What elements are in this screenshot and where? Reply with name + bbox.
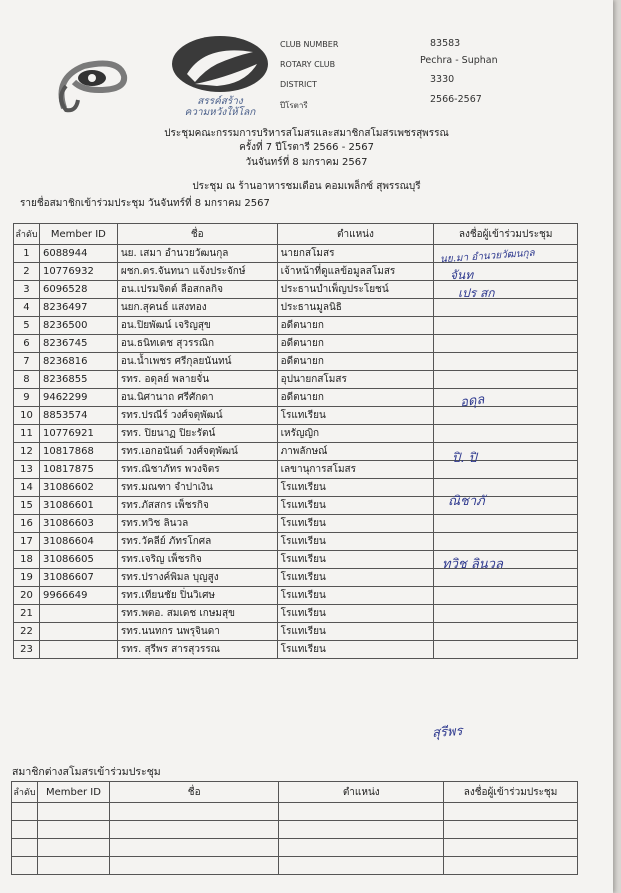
member-name: รทร.ณิชาภัทร พวงจิตร [117,461,277,479]
table-row [14,623,578,641]
member-position: โรแทเรียน [277,623,434,641]
col-header-position: ตำแหน่ง [277,224,434,245]
club-number-label: CLUB NUMBER [280,40,339,49]
member-name: รทร.นนทกร นพรุจินดา [117,623,277,641]
district-value: 3330 [430,74,455,85]
member-id: 31086605 [39,551,117,569]
attendee-list-title: รายชื่อสมาชิกเข้าร่วมประชุม วันจันทร์ที่ 8 มกราคม 2567 [20,198,270,209]
table-row [14,425,578,443]
member-position: โรแทเรียน [277,605,434,623]
district-label: DISTRICT [280,80,317,89]
col-header-signature: ลงชื่อผู้เข้าร่วมประชุม [434,224,578,245]
row-number: 20 [14,587,40,605]
row-number: 5 [14,317,40,335]
table-row [14,263,578,281]
member-position: เลขานุการสโมสร [277,461,434,479]
member-id: 10776921 [39,425,117,443]
table-row [14,587,578,605]
guest-table [11,781,578,875]
guest-section-title: สมาชิกต่างสโมสรเข้าร่วมประชุม [12,766,161,778]
member-id: 8236855 [39,371,117,389]
row-number: 17 [14,533,40,551]
row-number: 3 [14,281,40,299]
logo-tagline-line1: สรรค์สร้าง [197,96,243,107]
table-row [14,371,578,389]
member-name: รทร. สุรีพร สารสุวรรณ [117,641,277,659]
member-id: 9462299 [39,389,117,407]
signature-cell [434,389,578,407]
row-number: 2 [14,263,40,281]
member-name: นยก.สุคนธ์ แสงทอง [117,299,277,317]
signature-cell [434,335,578,353]
member-position: โรแทเรียน [277,533,434,551]
member-position: โรแทเรียน [277,479,434,497]
member-id: 31086607 [39,569,117,587]
member-position: อดีตนายก [277,353,434,371]
member-id [39,623,117,641]
member-position: อดีตนายก [277,335,434,353]
member-id: 6096528 [39,281,117,299]
signature-8: อดุล [459,392,486,411]
member-position: โรแทเรียน [277,407,434,425]
signature-1: นย.มา อำนวยวัฒนกุล [439,247,536,266]
member-name: รทร.เจริญ เพ็ชรกิจ [117,551,277,569]
table-header-row [14,224,578,245]
table-row [14,497,578,515]
guest-row [12,857,578,875]
row-number: 7 [14,353,40,371]
rotary-year-label: ปีโรตารี [280,101,308,110]
guest-header-row [12,782,578,803]
member-id: 31086602 [39,479,117,497]
table-row [14,605,578,623]
member-id: 6088944 [39,245,117,263]
signature-13: ณิชาภั [448,494,485,509]
member-name: อน.นิศานาถ ศรีศักดา [117,389,277,407]
member-name: รทร.ปรางค์พิมล บุญสูง [117,569,277,587]
member-position: โรแทเรียน [277,551,434,569]
guest-row [12,803,578,821]
member-position: โรแทเรียน [277,515,434,533]
table-row [14,479,578,497]
member-position: เจ้าหน้าที่ดูแลข้อมูลสโมสร [277,263,434,281]
member-name: อน.ธนิทเดช สุวรรณิก [117,335,277,353]
row-number: 14 [14,479,40,497]
row-number: 10 [14,407,40,425]
row-number: 4 [14,299,40,317]
member-id: 31086601 [39,497,117,515]
table-row [14,389,578,407]
signature-cell [434,533,578,551]
signature-cell [434,515,578,533]
row-number: 22 [14,623,40,641]
member-position: เหรัญญิก [277,425,434,443]
guest-col-member-id: Member ID [37,782,109,803]
signature-cell [434,641,578,659]
table-row [14,317,578,335]
meeting-title: ประชุมคณะกรรมการบริหารสโมสรและสมาชิกสโมสรเพชรสุพรรณ [164,128,449,139]
guest-col-no: ลำดับ [12,782,38,803]
rotary-club-value: Pechra - Suphan [420,55,498,66]
member-name: รทร.ปรณีร์ วงศ์จตุพัฒน์ [117,407,277,425]
signature-cell [434,587,578,605]
row-number: 16 [14,515,40,533]
member-position: ภาพลักษณ์ [277,443,434,461]
row-number: 1 [14,245,40,263]
logo-tagline-line2: ความหวังให้โลก [184,107,256,118]
col-header-name: ชื่อ [117,224,277,245]
member-name: ผชก.ดร.จันทนา แจ้งประจักษ์ [117,263,277,281]
signature-cell [434,407,578,425]
table-row [14,353,578,371]
signature-23: สุรีพร [431,723,464,742]
member-id [39,605,117,623]
row-number: 11 [14,425,40,443]
signature-cell [434,317,578,335]
row-number: 12 [14,443,40,461]
signature-cell [434,353,578,371]
member-name: รทร.เอกอนันต์ วงศ์จตุพัฒน์ [117,443,277,461]
member-position: ประธานมูลนิธิ [277,299,434,317]
member-position: อดีตนายก [277,389,434,407]
row-number: 8 [14,371,40,389]
member-position: โรแทเรียน [277,497,434,515]
table-row [14,533,578,551]
member-name: รทร.ภัสสกร เพ็ชรกิจ [117,497,277,515]
signature-cell [434,623,578,641]
member-id: 10776932 [39,263,117,281]
club-p-logo [44,38,144,118]
member-name: อน.เปรมจิตต์ ลือสกลกิจ [117,281,277,299]
member-position: โรแทเรียน [277,641,434,659]
signature-cell [434,425,578,443]
guest-col-name: ชื่อ [109,782,279,803]
member-id: 8236497 [39,299,117,317]
member-id: 8236816 [39,353,117,371]
table-row [14,515,578,533]
row-number: 6 [14,335,40,353]
meeting-number: ครั้งที่ 7 ปีโรตารี 2566 - 2567 [239,142,374,153]
guest-col-position: ตำแหน่ง [279,782,444,803]
signature-11: ปิ. ปิ [452,451,477,466]
row-number: 18 [14,551,40,569]
rotary-year-value: 2566-2567 [430,94,482,105]
row-number: 13 [14,461,40,479]
row-number: 15 [14,497,40,515]
logo-tagline [165,96,275,118]
member-name: นย. เสมา อำนวยวัฒนกุล [117,245,277,263]
row-number: 9 [14,389,40,407]
guest-row [12,839,578,857]
signature-cell [434,299,578,317]
table-row [14,461,578,479]
member-name: รทร.ทวิช ลินวล [117,515,277,533]
table-row [14,641,578,659]
member-position: อดีตนายก [277,317,434,335]
guest-row [12,821,578,839]
row-number: 19 [14,569,40,587]
table-row [14,443,578,461]
member-name: รทร. ปิยนาฏ ปิยะรัตน์ [117,425,277,443]
member-id: 8853574 [39,407,117,425]
member-id: 31086603 [39,515,117,533]
signature-cell [434,605,578,623]
member-name: รทร. อดุลย์ พลายจั่น [117,371,277,389]
member-position: นายกสโมสร [277,245,434,263]
member-id: 31086604 [39,533,117,551]
member-name: รทร.พตอ. สมเดช เกษมสุข [117,605,277,623]
member-position: ประธานบำเพ็ญประโยชน์ [277,281,434,299]
member-id: 8236500 [39,317,117,335]
member-name: รทร.วัคลีย์ ภัทรโกศล [117,533,277,551]
row-number: 21 [14,605,40,623]
club-number-value: 83583 [430,38,461,49]
signature-cell [434,371,578,389]
signature-16: ทวิช ลินวล [442,557,503,572]
table-row [14,335,578,353]
col-header-member-id: Member ID [39,224,117,245]
member-name: รทร.เทียนชัย ปิ่นวิเศษ [117,587,277,605]
guest-col-signature: ลงชื่อผู้เข้าร่วมประชุม [444,782,578,803]
member-id: 8236745 [39,335,117,353]
row-number: 23 [14,641,40,659]
signature-3: เปร สก [458,286,495,300]
member-id: 10817868 [39,443,117,461]
member-position: โรแทเรียน [277,569,434,587]
rotary-club-label: ROTARY CLUB [280,60,336,69]
meeting-date: วันจันทร์ที่ 8 มกราคม 2567 [245,157,368,168]
member-name: อน.ปิยพัฒน์ เจริญสุข [117,317,277,335]
member-name: อน.น้ำเพชร ศรีกุลยนันทน์ [117,353,277,371]
member-position: โรแทเรียน [277,587,434,605]
member-id [39,641,117,659]
member-position: อุปนายกสโมสร [277,371,434,389]
member-id: 9966649 [39,587,117,605]
meeting-venue: ประชุม ณ ร้านอาหารชมเดือน คอมเพล็กซ์ สุพรรณบุรี [192,181,421,192]
member-id: 10817875 [39,461,117,479]
member-name: รทร.มณฑา จำปาเงิน [117,479,277,497]
col-header-no: ลำดับ [14,224,40,245]
signature-2: จันท [450,268,474,282]
table-row [14,407,578,425]
